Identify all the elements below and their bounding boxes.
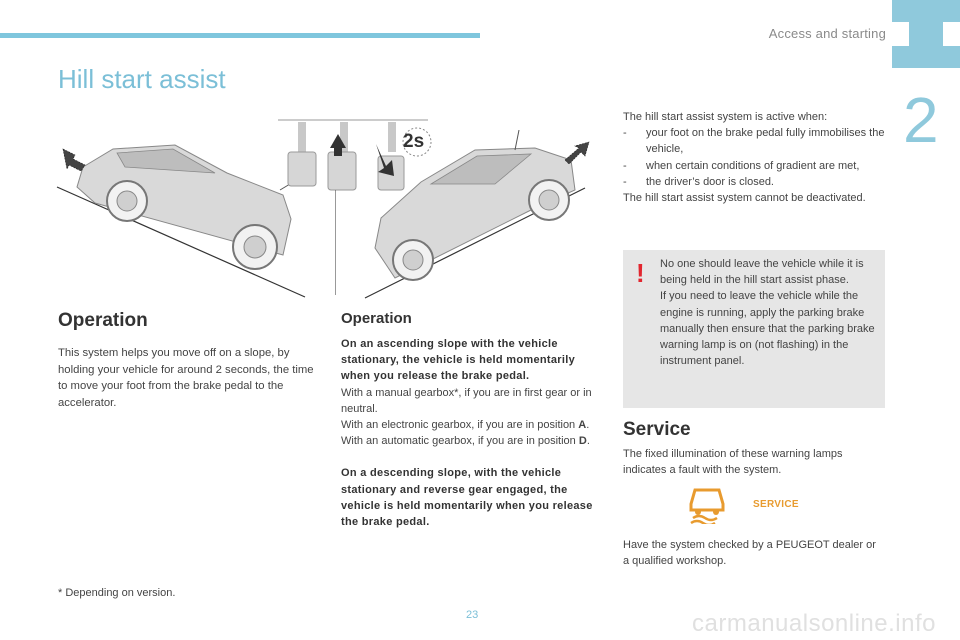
ascending-slope-text: On an ascending slope with the vehicle stationary, the vehicle is held momentarily when you release the brake pedal.: [341, 338, 575, 383]
operation-intro: [58, 310, 316, 411]
electronic-gearbox-text: With an electronic gearbox, if you are in position A.: [341, 419, 590, 432]
descending-slope-text: On a descending slope, with the vehicle stationary and reverse gear engaged, the vehicle is held momentarily when you release the brake pedal.: [341, 467, 593, 529]
car-uphill-illustration: [335, 130, 595, 300]
list-item: - the driver’s door is closed.: [623, 175, 774, 188]
manual-gearbox-text: With a manual gearbox*, if you are in first gear or in neutral.: [341, 386, 592, 415]
operation-details: [341, 310, 601, 530]
service-check-text: Have the system checked by a PEUGEOT dealer or a qualified workshop.: [623, 539, 876, 568]
operation-heading-left: Operation: [58, 310, 148, 331]
cannot-deactivate-text: The hill start assist system cannot be deactivated.: [623, 192, 866, 205]
service-description: The fixed illumination of these warning lamps indicates a fault with the system.: [623, 448, 843, 477]
warning-icon: !: [636, 258, 645, 288]
page-title: Hill start assist: [58, 64, 226, 94]
service-lamp-badge: SERVICE: [753, 499, 799, 510]
automatic-gearbox-text: With an automatic gearbox, if you are in position D.: [341, 435, 590, 448]
chapter-number: 2: [903, 84, 939, 156]
timer-2s-label: 2s: [403, 131, 425, 152]
warning-text-1: No one should leave the vehicle while it is being held in the hill start assist phase.: [660, 258, 864, 287]
page-number: 23: [466, 609, 479, 621]
list-item: - when certain conditions of gradient are met,: [623, 159, 860, 172]
list-item: - your foot on the brake pedal fully immobilises the vehicle,: [623, 127, 885, 156]
watermark: carmanualsonline.info: [692, 610, 936, 637]
operation-heading-mid: Operation: [341, 310, 412, 327]
service-heading: Service: [623, 419, 691, 440]
skid-warning-lamp-icon: [687, 484, 727, 524]
active-intro: The hill start assist system is active when:: [623, 111, 828, 123]
active-conditions: [623, 109, 885, 206]
car-downhill-illustration: [55, 115, 310, 300]
operation-body-left: This system helps you move off on a slope, by holding your vehicle for around 2 seconds, the time to move your foot from the brake pedal to the accelerator.: [58, 347, 314, 409]
section-label: Access and starting: [768, 26, 886, 41]
warning-box: [623, 250, 885, 408]
header-accent-bar: [0, 33, 480, 38]
footnote: * Depending on version.: [58, 587, 176, 599]
warning-text-2: If you need to leave the vehicle while the engine is running, apply the parking brake manually then ensure that the parking brake warning lamp is on (not flashing) in the instrument panel.: [660, 290, 875, 368]
chapter-tab-icon: [892, 0, 960, 68]
